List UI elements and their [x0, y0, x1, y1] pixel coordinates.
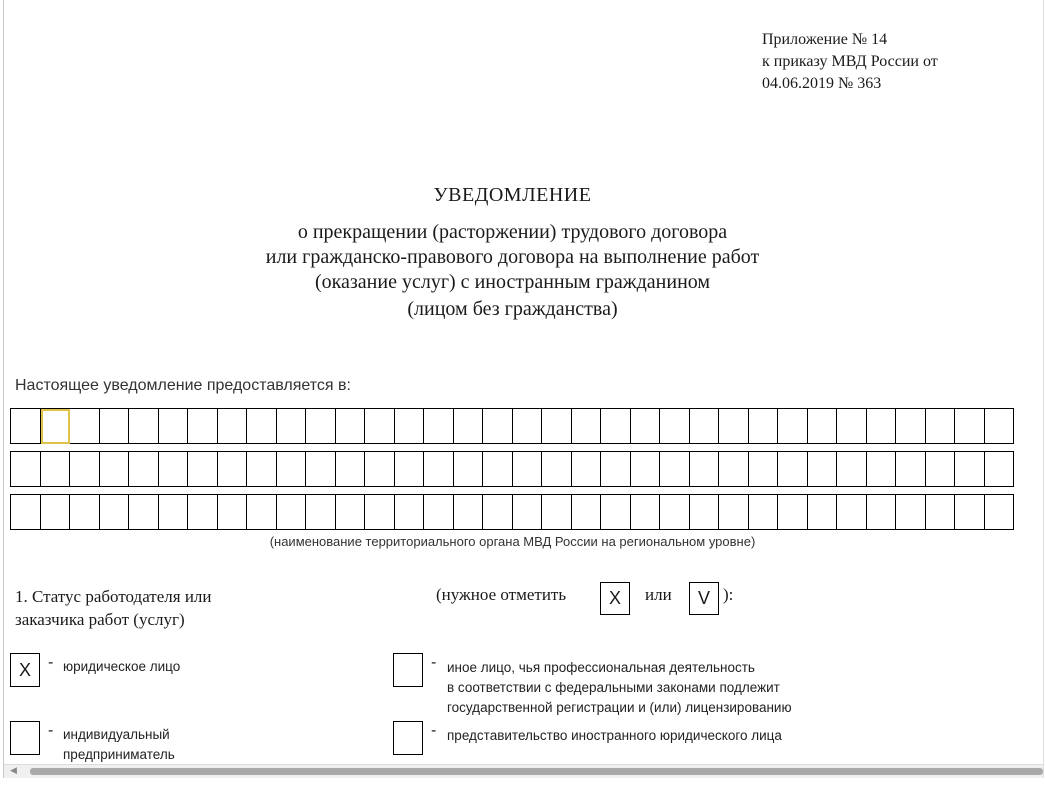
subtitle-line-4: (лицом без гражданства): [407, 298, 618, 320]
organ-name-row-3: [10, 494, 1014, 530]
appendix-line-3: 04.06.2019 № 363: [762, 75, 882, 92]
organ-name-char-cell[interactable]: [11, 452, 41, 487]
organ-name-char-cell[interactable]: [955, 409, 985, 444]
organ-name-char-cell[interactable]: [926, 452, 956, 487]
organ-name-char-cell[interactable]: [660, 495, 690, 530]
appendix-reference: [762, 29, 938, 95]
organ-name-char-cell[interactable]: [601, 495, 631, 530]
section-1-title: [15, 585, 212, 631]
option-label-line: индивидуальный: [63, 727, 170, 742]
organ-name-char-cell[interactable]: [660, 452, 690, 487]
organ-name-char-cell[interactable]: [749, 495, 779, 530]
organ-name-char-cell[interactable]: [955, 495, 985, 530]
option-dash: -: [431, 722, 437, 739]
organ-name-char-cell[interactable]: [41, 495, 71, 530]
organ-name-char-cell[interactable]: [896, 495, 926, 530]
organ-name-char-cell[interactable]: [41, 409, 71, 444]
organ-name-char-cell[interactable]: [188, 452, 218, 487]
organ-name-char-cell[interactable]: [188, 495, 218, 530]
mark-instruction-or: или: [645, 585, 672, 604]
scroll-left-icon[interactable]: ◀: [10, 766, 17, 776]
organ-name-char-cell[interactable]: [985, 495, 1015, 530]
organ-name-char-cell[interactable]: [778, 452, 808, 487]
organ-name-char-cell[interactable]: [247, 495, 277, 530]
organ-name-char-cell[interactable]: [129, 452, 159, 487]
provided-to-label: Настоящее уведомление предоставляется в:: [15, 377, 351, 394]
organ-name-char-cell[interactable]: [690, 452, 720, 487]
organ-name-char-cell[interactable]: [395, 495, 425, 530]
organ-name-char-cell[interactable]: [513, 495, 543, 530]
page-border-left: [3, 0, 4, 778]
option-label-individual-entrepreneur: [63, 725, 175, 765]
organ-name-char-cell[interactable]: [129, 495, 159, 530]
appendix-line-2: к приказу МВД России от: [762, 53, 938, 70]
option-label-foreign-representative-office: [447, 726, 782, 746]
organ-name-char-cell[interactable]: [483, 495, 513, 530]
option-label-line: в соответствии с федеральными законами подлежит: [447, 680, 780, 695]
organ-name-char-cell[interactable]: [424, 409, 454, 444]
option-label-line: предприниматель: [63, 747, 175, 762]
organ-name-char-cell[interactable]: [985, 452, 1015, 487]
organ-name-char-cell[interactable]: [955, 452, 985, 487]
subtitle-line-1: о прекращении (расторжении) трудового договора: [297, 221, 728, 243]
organ-name-char-cell[interactable]: [247, 452, 277, 487]
organ-name-char-cell[interactable]: [41, 452, 71, 487]
organ-name-char-cell[interactable]: [542, 409, 572, 444]
organ-name-char-cell[interactable]: [70, 409, 100, 444]
organ-name-char-cell[interactable]: [395, 409, 425, 444]
organ-name-char-cell[interactable]: [306, 409, 336, 444]
subtitle-line-2: или гражданско-правового договора на выполнение работ: [265, 246, 760, 268]
organ-name-char-cell[interactable]: [306, 452, 336, 487]
organ-name-char-cell[interactable]: [395, 452, 425, 487]
organ-name-char-cell[interactable]: [542, 452, 572, 487]
organ-name-char-cell[interactable]: [129, 409, 159, 444]
organ-name-char-cell[interactable]: [70, 452, 100, 487]
organ-name-row-1: [10, 408, 1014, 444]
checkbox-legal-entity[interactable]: X: [10, 653, 40, 687]
organ-name-char-cell[interactable]: [837, 409, 867, 444]
checkbox-individual-entrepreneur[interactable]: [10, 721, 40, 755]
organ-name-char-cell[interactable]: [513, 452, 543, 487]
organ-name-char-cell[interactable]: [218, 495, 248, 530]
mark-example-v: V: [689, 582, 719, 615]
organ-name-char-cell[interactable]: [100, 409, 130, 444]
organ-name-char-cell[interactable]: [601, 452, 631, 487]
organ-name-char-cell[interactable]: [837, 452, 867, 487]
organ-name-char-cell[interactable]: [188, 409, 218, 444]
organ-name-char-cell[interactable]: [277, 452, 307, 487]
organ-name-char-cell[interactable]: [660, 409, 690, 444]
organ-name-char-cell[interactable]: [778, 409, 808, 444]
organ-name-char-cell[interactable]: [336, 409, 366, 444]
appendix-line-1: Приложение № 14: [762, 31, 888, 48]
organ-name-char-cell[interactable]: [690, 495, 720, 530]
option-dash: -: [48, 654, 54, 671]
organ-name-char-cell[interactable]: [631, 452, 661, 487]
organ-name-char-cell[interactable]: [159, 452, 189, 487]
organ-name-char-cell[interactable]: [513, 409, 543, 444]
organ-name-char-cell[interactable]: [454, 452, 484, 487]
organ-name-char-cell[interactable]: [336, 452, 366, 487]
organ-name-char-cell[interactable]: [572, 495, 602, 530]
organ-name-char-cell[interactable]: [867, 409, 897, 444]
page-border-right: [1043, 0, 1044, 778]
organ-name-char-cell[interactable]: [926, 495, 956, 530]
organ-name-char-cell[interactable]: [867, 495, 897, 530]
organ-name-char-cell[interactable]: [483, 409, 513, 444]
organ-name-char-cell[interactable]: [631, 409, 661, 444]
organ-name-char-cell[interactable]: [365, 409, 395, 444]
organ-name-char-cell[interactable]: [247, 409, 277, 444]
organ-name-char-cell[interactable]: [808, 452, 838, 487]
organ-name-char-cell[interactable]: [454, 495, 484, 530]
mark-instruction: (нужное отметить: [436, 585, 567, 604]
organ-name-char-cell[interactable]: [778, 495, 808, 530]
organ-name-caption: (наименование территориального органа МВД России на региональном уровне): [269, 534, 756, 549]
scrollbar-thumb[interactable]: [30, 768, 1043, 775]
section-1-title-line-2: заказчика работ (услуг): [15, 610, 185, 629]
organ-name-char-cell[interactable]: [719, 409, 749, 444]
organ-name-char-cell[interactable]: [896, 409, 926, 444]
organ-name-char-cell[interactable]: [483, 452, 513, 487]
organ-name-char-cell[interactable]: [926, 409, 956, 444]
organ-name-char-cell[interactable]: [631, 495, 661, 530]
horizontal-scrollbar[interactable]: [4, 764, 1043, 778]
organ-name-char-cell[interactable]: [542, 495, 572, 530]
organ-name-char-cell[interactable]: [11, 495, 41, 530]
option-label-line: иное лицо, чья профессиональная деятельность: [447, 660, 755, 675]
organ-name-row-2: [10, 451, 1014, 487]
organ-name-char-cell[interactable]: [837, 495, 867, 530]
organ-name-char-cell[interactable]: [100, 452, 130, 487]
checkbox-other-person[interactable]: [393, 653, 423, 687]
organ-name-char-cell[interactable]: [365, 452, 395, 487]
organ-name-char-cell[interactable]: [719, 452, 749, 487]
organ-name-char-cell[interactable]: [572, 452, 602, 487]
organ-name-char-cell[interactable]: [70, 495, 100, 530]
option-label-line: юридическое лицо: [63, 659, 181, 674]
option-dash: -: [48, 722, 54, 739]
organ-name-char-cell[interactable]: [424, 452, 454, 487]
organ-name-char-cell[interactable]: [601, 409, 631, 444]
mark-instruction-end: ):: [723, 585, 734, 604]
organ-name-char-cell[interactable]: [985, 409, 1015, 444]
organ-name-char-cell[interactable]: [100, 495, 130, 530]
mark-example-x: X: [600, 582, 630, 615]
organ-name-char-cell[interactable]: [690, 409, 720, 444]
organ-name-char-cell[interactable]: [218, 409, 248, 444]
organ-name-char-cell[interactable]: [454, 409, 484, 444]
organ-name-char-cell[interactable]: [365, 495, 395, 530]
organ-name-char-cell[interactable]: [424, 495, 454, 530]
subtitle-line-3: (оказание услуг) с иностранным гражданином: [314, 271, 711, 293]
organ-name-char-cell[interactable]: [336, 495, 366, 530]
option-label-legal-entity: [63, 657, 180, 677]
organ-name-char-cell[interactable]: [749, 452, 779, 487]
organ-name-char-cell[interactable]: [11, 409, 41, 444]
organ-name-char-cell[interactable]: [572, 409, 602, 444]
organ-name-char-cell[interactable]: [159, 495, 189, 530]
organ-name-char-cell[interactable]: [867, 452, 897, 487]
organ-name-char-cell[interactable]: [749, 409, 779, 444]
option-label-line: представительство иностранного юридического лица: [447, 728, 782, 743]
organ-name-char-cell[interactable]: [808, 495, 838, 530]
organ-name-char-cell[interactable]: [277, 495, 307, 530]
option-dash: -: [431, 654, 437, 671]
organ-name-char-cell[interactable]: [159, 409, 189, 444]
checkbox-foreign-representative-office[interactable]: [393, 721, 423, 755]
option-label-other-person: [447, 658, 792, 718]
option-label-line: государственной регистрации и (или) лицензированию: [447, 700, 792, 715]
organ-name-char-cell[interactable]: [277, 409, 307, 444]
section-1-title-line-1: 1. Статус работодателя или: [15, 587, 212, 606]
organ-name-char-cell[interactable]: [306, 495, 336, 530]
document-title: УВЕДОМЛЕНИЕ: [433, 184, 592, 206]
organ-name-char-cell[interactable]: [218, 452, 248, 487]
organ-name-char-cell[interactable]: [896, 452, 926, 487]
organ-name-char-cell[interactable]: [808, 409, 838, 444]
organ-name-char-cell[interactable]: [719, 495, 749, 530]
